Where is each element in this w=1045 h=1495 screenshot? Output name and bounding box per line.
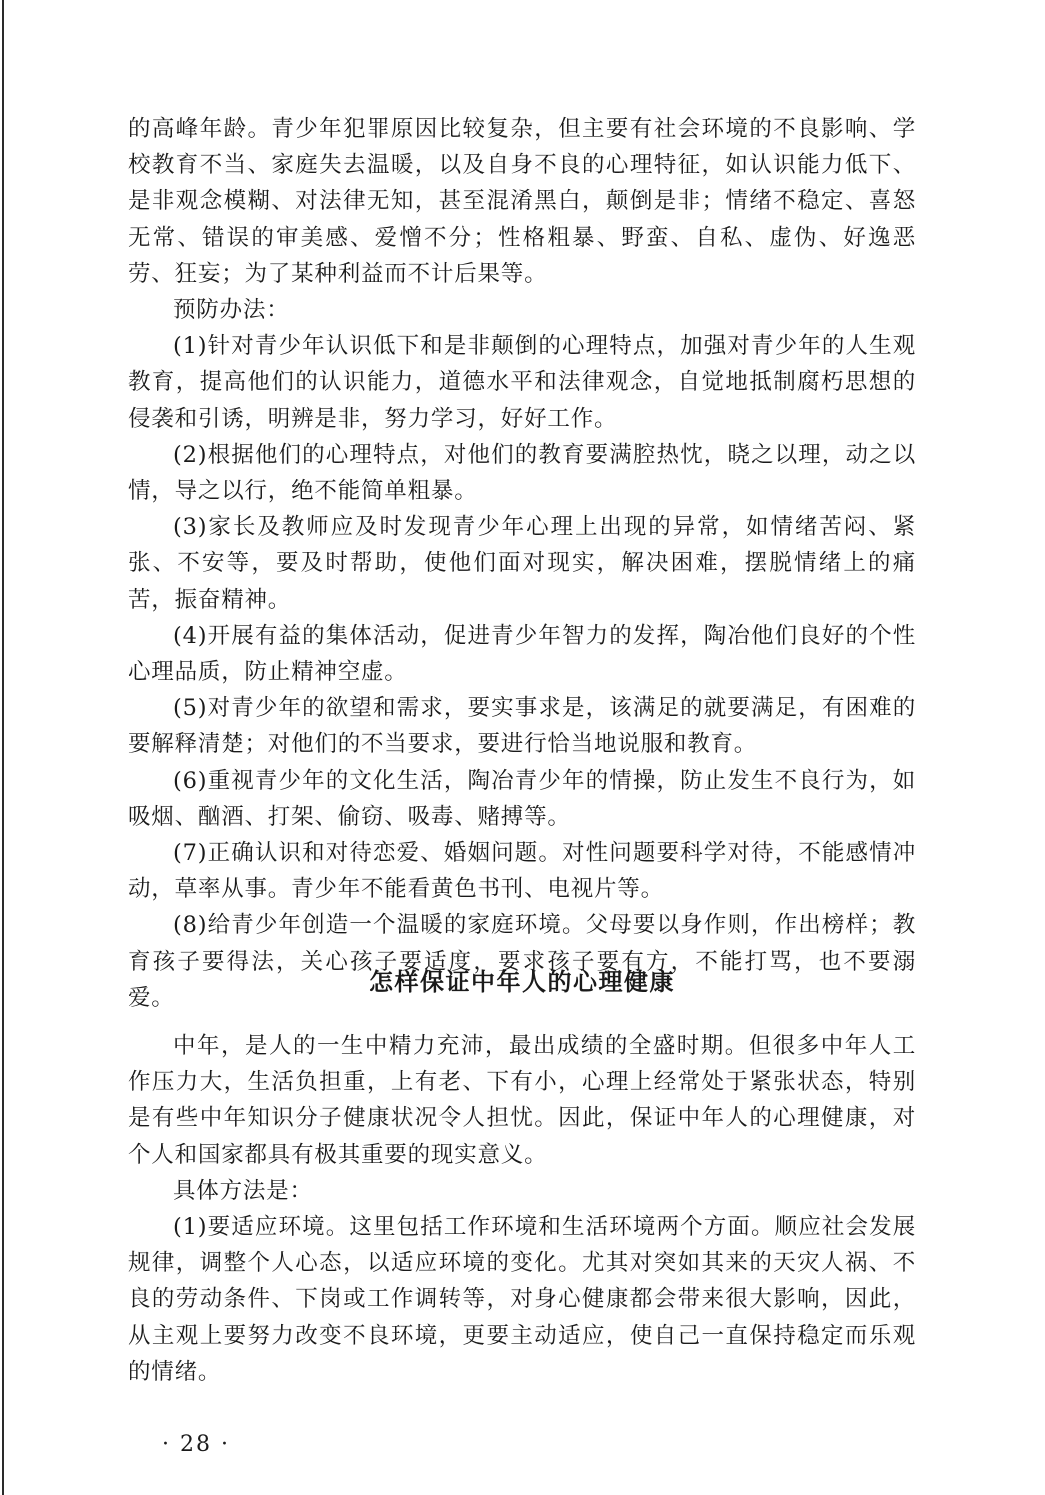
page-edge-line [2,0,4,1495]
paragraph-item-7: (7)正确认识和对待恋爱、婚姻问题。对性问题要科学对待，不能感情冲动，草率从事。青少年不能看黄色书刊、电视片等。 [128,840,916,903]
paragraph-item-3: (3)家长及教师应及时发现青少年心理上出现的异常，如情绪苦闷、紧张、不安等，要及时帮助，使他们面对现实，解决困难，摆脱情绪上的痛苦，振奋精神。 [128,514,916,613]
section-title: 怎样保证中年人的心理健康 [369,968,675,996]
paragraph-item-5: (5)对青少年的欲望和需求，要实事求是，该满足的就要满足，有困难的要解释清楚；对他们的不当要求，要进行恰当地说服和教育。 [128,695,916,758]
paragraph-method-1: (1)要适应环境。这里包括工作环境和生活环境两个方面。顺应社会发展规律，调整个人心态，以适应环境的变化。尤其对突如其来的天灾人祸、不良的劳动条件、下岗或工作调转等，对身心健康都会带来很大影响，因此，从主观上要努力改变不良环境，更要主动适应，使自己一直保持稳定而乐观的情绪。 [128,1214,916,1385]
paragraph-intro: 中年，是人的一生中精力充沛，最出成绩的全盛时期。但很多中年人工作压力大，生活负担重，上有老、下有小，心理上经常处于紧张状态，特别是有些中年知识分子健康状况令人担忧。因此，保证中年人的心理健康，对个人和国家都具有极其重要的现实意义。 [128,1033,916,1168]
paragraph-item-1: (1)针对青少年认识低下和是非颠倒的心理特点，加强对青少年的人生观教育，提高他们的认识能力，道德水平和法律观念，自觉地抵制腐朽思想的侵袭和引诱，明辨是非，努力学习，好好工作。 [128,333,916,432]
paragraph-continuation: 的高峰年龄。青少年犯罪原因比较复杂，但主要有社会环境的不良影响、学校教育不当、家庭失去温暖，以及自身不良的心理特征，如认识能力低下、是非观念模糊、对法律无知，甚至混淆黑白，颠倒是非；情绪不稳定、喜怒无常、错误的审美感、爱憎不分；性格粗暴、野蛮、自私、虚伪、好逸恶劳、狂妄；为了某种利益而不计后果等。 [128,116,916,287]
paragraph-item-4: (4)开展有益的集体活动，促进青少年智力的发挥，陶冶他们良好的个性心理品质，防止精神空虚。 [128,622,916,686]
paragraph-item-6: (6)重视青少年的文化生活，陶冶青少年的情操，防止发生不良行为，如吸烟、酗酒、打架、偷窃、吸毒、赌搏等。 [128,767,916,830]
page-number: · 28 · [162,1432,230,1457]
paragraph-item-2: (2)根据他们的心理特点，对他们的教育要满腔热忱，晓之以理，动之以情，导之以行，绝不能简单粗暴。 [128,441,916,505]
paragraph-methods-heading: 具体方法是： [173,1177,313,1204]
paragraph-prevention-heading: 预防办法： [173,297,290,324]
body-text-part1 [128,111,916,1016]
body-text-part2 [128,1028,916,1390]
paragraph-item-8: (8)给青少年创造一个温暖的家庭环境。父母要以身作则，作出榜样；教育孩子要得法，关心孩子要适度，要求孩子要有方，不能打骂，也不要溺爱。 [128,912,916,1011]
